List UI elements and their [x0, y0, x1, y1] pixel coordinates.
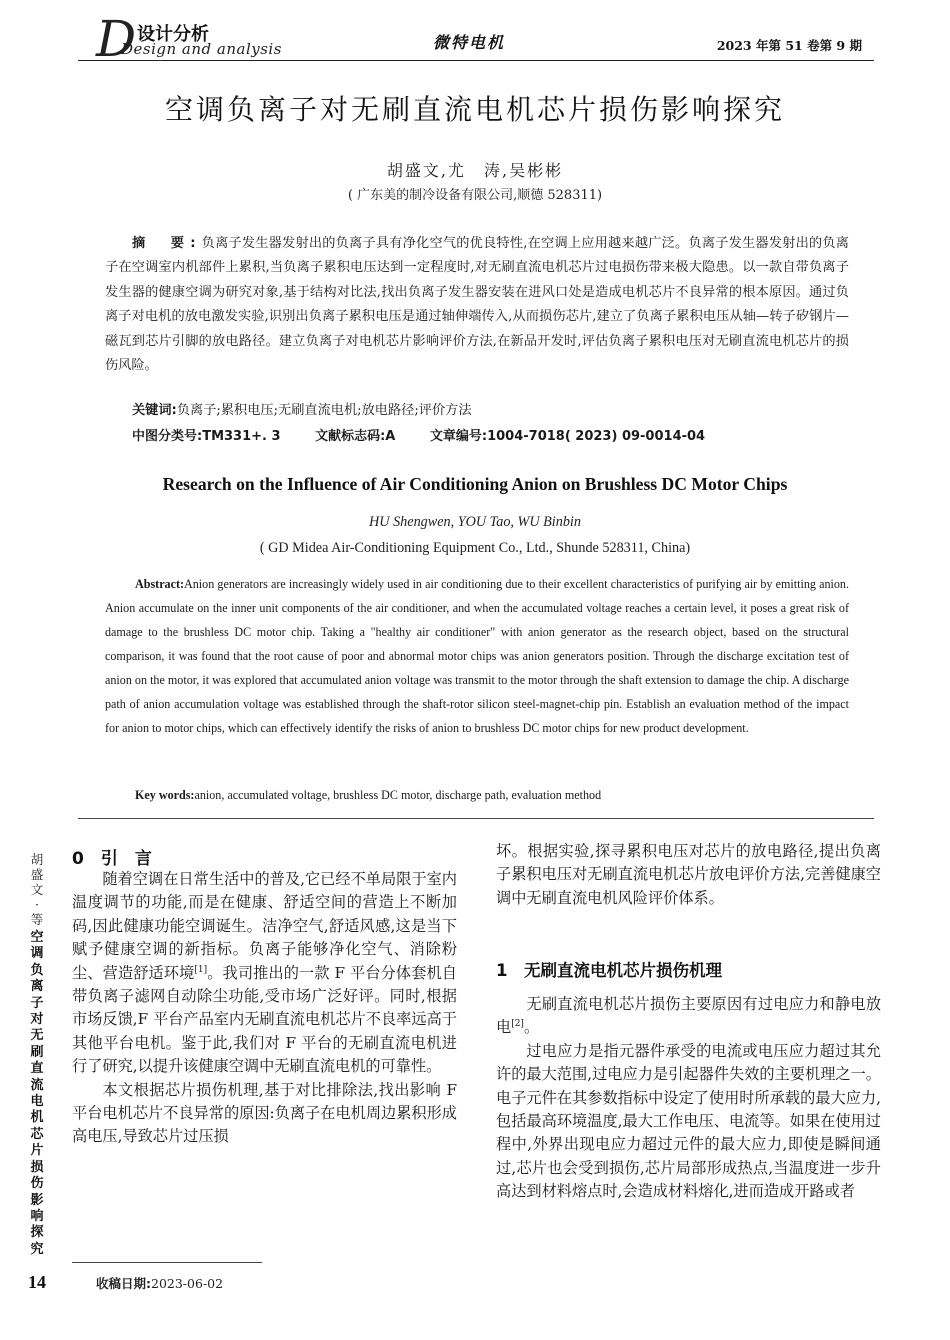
- column-name-en: Design and analysis: [121, 40, 282, 58]
- vertical-char: 片: [30, 1143, 44, 1159]
- right-column: [496, 993, 881, 1204]
- vertical-char: 子: [30, 995, 44, 1011]
- abstract-cn-label: 摘 要:: [132, 236, 202, 251]
- vertical-char: 胡: [30, 852, 44, 867]
- paragraph: 本文根据芯片损伤机理,基于对比排除法,找出影响 F 平台电机芯片不良异常的原因:负离子在电机周边累积形成高电压,导致芯片过压损: [72, 1080, 457, 1146]
- section-1-heading: 1 无刷直流电机芯片损伤机理: [496, 961, 722, 980]
- paragraph-text: 。: [523, 1018, 540, 1037]
- vertical-char: 究: [30, 1241, 44, 1257]
- vertical-char: 伤: [30, 1176, 44, 1192]
- english-affiliation: ( GD Midea Air-Conditioning Equipment Co., Ltd., Shunde 528311, China): [259, 540, 691, 556]
- section-0-heading: 0 引 言: [72, 849, 152, 869]
- article-number: 文章编号:1004-7018( 2023) 09-0014-04: [429, 429, 706, 444]
- vertical-char: 流: [30, 1077, 44, 1093]
- side-running-authors: [30, 852, 44, 927]
- paragraph-text: 随着空调在日常生活中的普及,它已经不单局限于室内温度调节的功能,而是在健康、舒适空间的营造上不断加码,因此健康功能空调诞生。洁净空气,舒适风感,这是当下赋予健康空调的新指标。负离子能够净化空气、消除粉尘、营造舒适环境: [72, 870, 457, 982]
- keywords-cn: [132, 399, 472, 418]
- vertical-char: 响: [30, 1208, 44, 1224]
- vertical-char: ·: [35, 897, 39, 912]
- paragraph: 过电应力是指元器件承受的电流或电压应力超过其允许的最大范围,过电应力是引起器件失效的主要机理之一。电子元件在其参数指标中设定了使用时所承载的最大应力,包括最高环境温度,最大工作电压、电流等。如果在使用过程中,外界出现电应力超过元件的最大应力,即使是瞬间通过,芯片也会受到损伤,芯片局部形成热点,当温度进一步升高达到材料熔点时,会造成材料熔化,进而造成开路或者: [496, 1041, 881, 1201]
- abstract-en: [105, 572, 849, 740]
- vertical-char: 无: [30, 1028, 44, 1044]
- footnote-rule: [72, 1262, 262, 1263]
- vertical-char: 探: [30, 1225, 44, 1241]
- page-number: 14: [28, 1272, 46, 1292]
- right-column-top: [496, 840, 881, 910]
- vertical-char: 文: [30, 882, 44, 897]
- citation: [2]: [511, 1019, 524, 1030]
- vertical-char: 负: [30, 962, 44, 978]
- vertical-char: 损: [30, 1159, 44, 1175]
- paper-title: 空调负离子对无刷直流电机芯片损伤影响探究: [164, 93, 785, 126]
- received-value: 2023-06-02: [151, 1276, 224, 1291]
- keywords-en-label: Key words:: [135, 788, 195, 802]
- paragraph-continued: 坏。根据实验,探寻累积电压对芯片的放电路径,提出负离子累积电压对无刷直流电机芯片放电评价方法,完善健康空调中无刷直流电机风险评价体系。: [496, 842, 881, 907]
- vertical-char: 等: [30, 912, 44, 927]
- english-title: Research on the Influence of Air Conditioning Anion on Brushless DC Motor Chips: [162, 474, 788, 494]
- keywords-cn-text: 负离子;累积电压;无刷直流电机;放电路径;评价方法: [176, 403, 472, 418]
- abstract-en-label: Abstract:: [135, 577, 185, 591]
- side-running-title: [29, 930, 45, 1258]
- abstract-cn-text: 负离子发生器发射出的负离子具有净化空气的优良特性,在空调上应用越来越广泛。负离子发生器发射出的负离子在空调室内机部件上累积,当负离子累积电压达到一定程度时,对无刷直流电机芯片过电损伤带来极大隐患。以一款自带负离子发生器的健康空调为研究对象,基于结构对比法,找出负离子发生器安装在进风口处是造成电机芯片不良异常的根本原因。通过负离子对电机的放电激发实验,识别出负离子累积电压是通过轴伸端传入,从而损伤芯片,建立了负离子累积电压从轴—转子矽钢片—磁瓦到芯片引脚的放电路径。建立负离子对电机芯片影响评价方法,在新品开发时,评估负离子累积电压对无刷直流电机芯片的损伤风险。: [105, 236, 849, 374]
- issue-info: 2023 年第 51 卷第 9 期: [716, 38, 862, 53]
- vertical-char: 离: [30, 979, 44, 995]
- vertical-char: 直: [30, 1061, 44, 1077]
- keywords-cn-label: 关键词:: [132, 403, 177, 418]
- received-date: [96, 1274, 223, 1292]
- keywords-en: [135, 788, 601, 803]
- paragraph: [496, 993, 881, 1040]
- vertical-char: 芯: [30, 1126, 44, 1142]
- left-column: [72, 868, 457, 1149]
- vertical-char: 调: [30, 946, 44, 962]
- abstract-en-text: Anion generators are increasingly widely used in air conditioning due to their excellent characteristics of purifying air by emitting anion. Anion accumulate on the inner unit components of the air conditioner, and when the accumulated voltage reaches a certain level, it poses a great risk of damage to the brushless DC motor chip. Taking a "healthy air conditioner" with anion generator as the research object, based on the structural comparison, it was found that the root cause of poor and abnormal motor chips was anion generators position. Through the discharge excitation test of anion on the motor, it was explored that accumulated anion voltage was transmit to the motor through the shaft extension to damage the chip. A discharge path of anion accumulation voltage was established through the shaft-rotor silicon steel-magnet-chip pin. Establish an evaluation method of the impact for anion to motor chips, which can effectively identify the risks of anion to brushless DC motor chips for new product development.: [105, 577, 849, 735]
- vertical-char: 影: [30, 1192, 44, 1208]
- vertical-char: 盛: [30, 867, 44, 882]
- affiliation: ( 广东美的制冷设备有限公司,顺德 528311): [347, 188, 603, 203]
- vertical-char: 刷: [30, 1044, 44, 1060]
- vertical-char: 机: [30, 1110, 44, 1126]
- column-name: 设计分析: [137, 24, 209, 45]
- vertical-char: 电: [30, 1094, 44, 1110]
- clc-number: 中图分类号:TM331+. 3: [132, 429, 281, 444]
- paragraph-text: 。我司推出的一款 F 平台分体套机自带负离子滤网自动除尘功能,受市场广泛好评。同时,根据市场反馈,F 平台产品室内无刷直流电机芯片不良率远高于其他平台电机。鉴于此,我们对 F 平台的无刷直流电机进行了研究,以提升该健康空调中无刷直流电机的可靠性。: [72, 963, 457, 1076]
- authors: 胡盛文,尤 涛,吴彬彬: [386, 161, 564, 180]
- document-code: 文献标志码:A: [315, 429, 396, 444]
- abstract-cn: [105, 232, 849, 378]
- journal-logo-letter: D: [96, 10, 137, 68]
- classification: [132, 425, 735, 444]
- vertical-char: 对: [30, 1012, 44, 1028]
- vertical-char: 空: [30, 930, 44, 945]
- journal-name: 微特电机: [433, 33, 506, 52]
- paragraph: [72, 868, 457, 1079]
- received-label: 收稿日期:: [96, 1276, 151, 1291]
- header-rule: [78, 60, 874, 61]
- citation: [1]: [194, 964, 208, 975]
- english-authors: HU Shengwen, YOU Tao, WU Binbin: [369, 514, 581, 530]
- section-divider: [78, 818, 874, 819]
- keywords-en-text: anion, accumulated voltage, brushless DC motor, discharge path, evaluation method: [194, 788, 602, 802]
- paragraph-text: 无刷直流电机芯片损伤主要原因有过电应力和静电放电: [496, 995, 881, 1037]
